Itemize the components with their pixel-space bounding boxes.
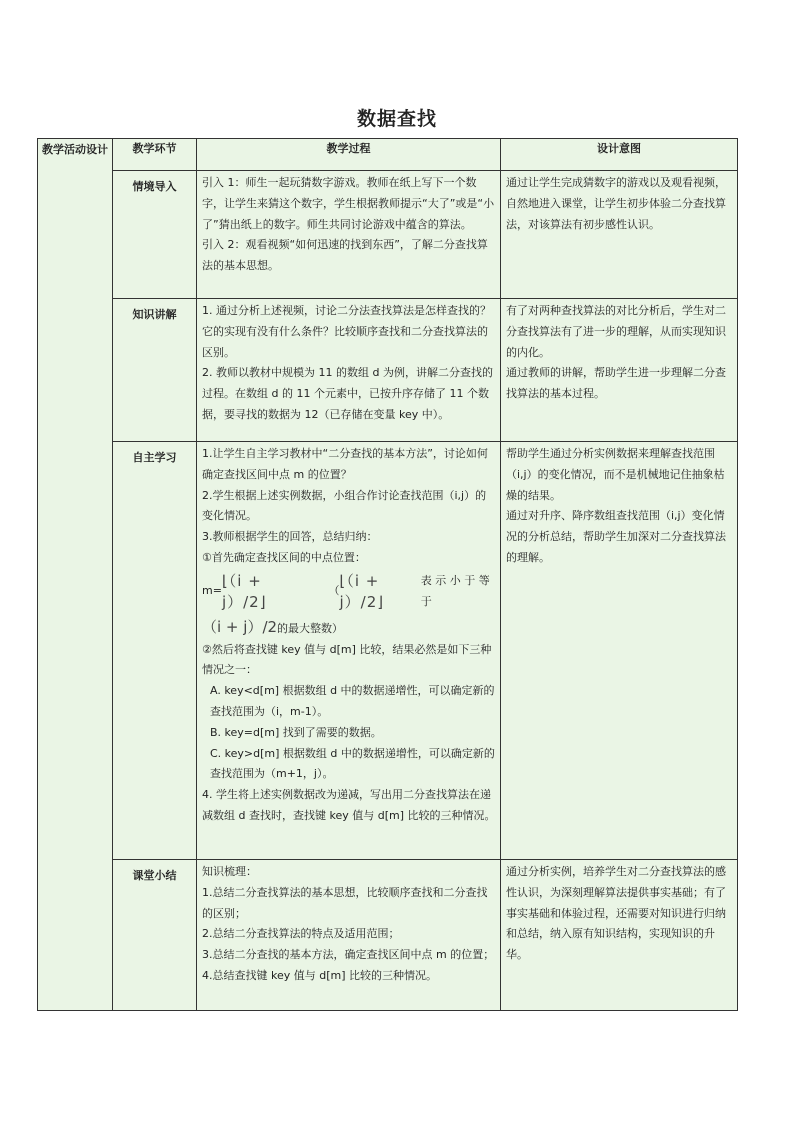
formula-explanation	[202, 617, 496, 640]
intent-cell	[501, 860, 738, 1011]
intent-line: 通过对升序、降序数组查找范围（i,j）变化情况的分析总结，帮助学生加深对二分查找算法的理解。	[506, 509, 726, 564]
process-line: 引入 1：师生一起玩猜数字游戏。教师在纸上写下一个数字，让学生来猜这个数字，学生根据教师提示“大了”或是“小了”猜出纸上的数字。师生共同讨论游戏中蕴含的算法。	[202, 176, 495, 231]
process-line: 2. 教师以教材中规模为 11 的数组 d 为例，讲解二分查找的过程。在数组 d 的 11 个元素中，已按升序存储了 11 个数据，要寻找的数据为 12（已存储在变量 key 中）。	[202, 366, 493, 421]
formula-suffix: 表 示 小 于 等 于	[420, 573, 490, 608]
process-line: 1.总结二分查找算法的基本思想，比较顺序查找和二分查找的区别；	[202, 885, 488, 920]
midpoint-formula	[202, 569, 496, 615]
formula-suffix-2: 的最大整数）	[277, 621, 344, 635]
intent-cell	[501, 442, 738, 860]
intent-line: 通过教师的讲解，帮助学生进一步理解二分查找算法的基本过程。	[506, 366, 726, 401]
process-cell	[197, 299, 501, 442]
table-row	[38, 171, 738, 299]
process-line: ②然后将查找键 key 值与 d[m] 比较，结果必然是如下三种情况之一：	[202, 642, 492, 677]
stage-label: 知识讲解	[113, 299, 197, 442]
intent-cell	[501, 299, 738, 442]
intent-line: 帮助学生通过分析实例数据来理解查找范围（i,j）的变化情况，而不是机械地记住抽象枯燥的结果。	[506, 447, 725, 502]
merged-label: 教学活动设计	[42, 143, 108, 156]
teaching-activity-design-label	[38, 139, 113, 1011]
formula-expression-2: （i + j）/2	[202, 617, 278, 636]
process-cell	[197, 171, 501, 299]
table-row	[38, 860, 738, 1011]
table-row	[38, 442, 738, 860]
process-cell	[197, 860, 501, 1011]
process-line: 4.总结查找键 key 值与 d[m] 比较的三种情况。	[202, 968, 438, 982]
intent-cell	[501, 171, 738, 299]
intent-line: 通过让学生完成猜数字的游戏以及观看视频，自然地进入课堂，让学生初步体验二分查找算法，对该算法有初步感性认识。	[506, 176, 726, 231]
header-process: 教学过程	[197, 139, 501, 171]
process-line: ①首先确定查找区间的中点位置：	[202, 550, 366, 564]
process-line: 3.教师根据学生的回答，总结归纳：	[202, 530, 378, 544]
process-line: 3.总结二分查找的基本方法，确定查找区间中点 m 的位置；	[202, 948, 495, 962]
table-row	[38, 299, 738, 442]
formula-floor-expression: ⌊（i + j）/2⌋	[339, 571, 385, 611]
intent-line: 通过分析实例，培养学生对二分查找算法的感性认识，为深刻理解算法提供事实基础；有了事实基础和体验过程，还需要对知识进行归纳和总结，纳入原有知识结构，实现知识的升华。	[506, 865, 726, 962]
formula-expression: ⌊（i + j）/2⌋	[221, 571, 267, 611]
process-line: 2.总结二分查找算法的特点及适用范围；	[202, 927, 400, 941]
process-line: C. key>d[m] 根据数组 d 中的数据递增性，可以确定新的查找范围为（m+1，j）。	[210, 746, 495, 781]
process-line: 1. 通过分析上述视频，讨论二分法查找算法是怎样查找的？它的实现有没有什么条件？比较顺序查找和二分查找算法的区别。	[202, 304, 491, 359]
process-line: 2.学生根据上述实例数据，小组合作讨论查找范围（i,j）的变化情况。	[202, 488, 487, 523]
process-line: 1.让学生自主学习教材中“二分查找的基本方法”，讨论如何确定查找区间中点 m 的位置？	[202, 447, 488, 481]
process-line: 知识梳理：	[202, 865, 257, 878]
page-title: 数据查找	[356, 108, 437, 130]
intent-line: 有了对两种查找算法的对比分析后，学生对二分查找算法有了进一步的理解，从而实现知识的内化。	[506, 304, 726, 359]
stage-label: 自主学习	[113, 442, 197, 860]
stage-label: 课堂小结	[113, 860, 197, 1011]
process-line: 引入 2：观看视频“如何迅速的找到东西”，了解二分查找算法的基本思想。	[202, 238, 488, 273]
process-line: B. key=d[m] 找到了需要的数据。	[210, 725, 382, 739]
process-line: A. key<d[m] 根据数组 d 中的数据递增性，可以确定新的查找范围为（i，m-1）。	[210, 684, 495, 718]
header-stage: 教学环节	[113, 139, 197, 171]
formula-paren: （	[328, 584, 340, 598]
process-line: 4. 学生将上述实例数据改为递减，写出用二分查找算法在递减数组 d 查找时，查找键 key 值与 d[m] 比较的三种情况。	[202, 788, 496, 822]
process-cell	[197, 442, 501, 860]
formula-prefix: m=	[202, 584, 222, 598]
lesson-plan-table	[37, 138, 738, 1011]
header-intent: 设计意图	[501, 139, 738, 171]
stage-label: 情境导入	[113, 171, 197, 299]
